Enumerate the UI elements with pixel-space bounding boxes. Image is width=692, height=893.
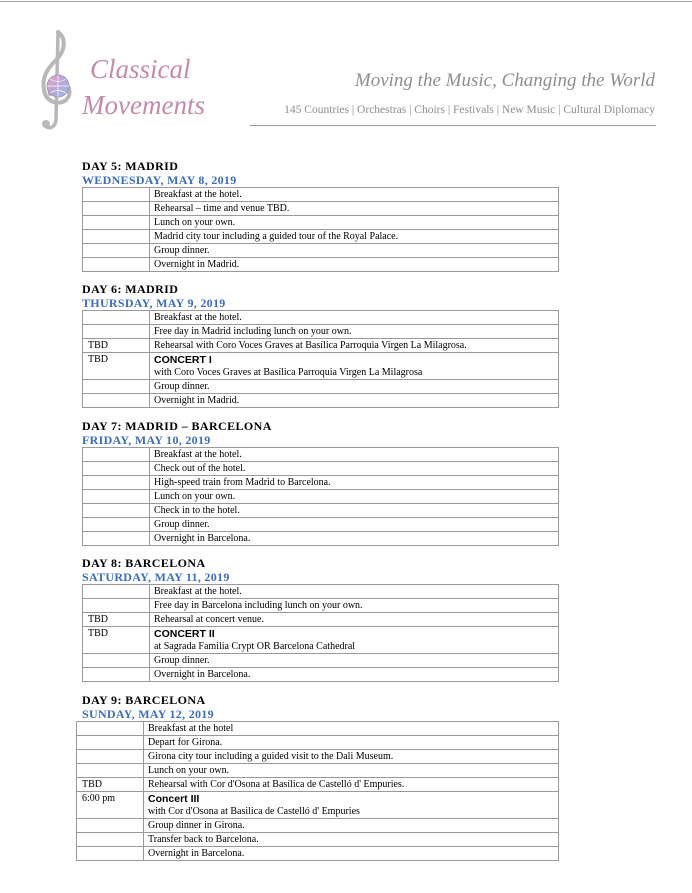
concert-title: CONCERT I: [154, 354, 212, 366]
activity-cell: Depart for Girona.: [144, 736, 559, 750]
activity-cell: Lunch on your own.: [150, 216, 559, 230]
day-date: WEDNESDAY, MAY 8, 2019: [82, 173, 237, 187]
activity-cell: Group dinner.: [150, 518, 559, 532]
table-row: [83, 339, 559, 353]
schedule-table: [82, 584, 559, 682]
time-cell: [83, 462, 150, 476]
table-row: [77, 778, 559, 792]
activity-cell: [150, 353, 559, 380]
table-row: [83, 654, 559, 668]
time-cell: [83, 599, 150, 613]
activity-cell: Group dinner.: [150, 654, 559, 668]
activity-cell: Breakfast at the hotel.: [150, 188, 559, 202]
day-section: [82, 556, 559, 682]
time-cell: [83, 394, 150, 408]
activity-cell: Rehearsal at concert venue.: [150, 613, 559, 627]
activity-cell: Girona city tour including a guided visit to the Dali Museum.: [144, 750, 559, 764]
time-cell: [83, 325, 150, 339]
letterhead: [0, 0, 692, 140]
day-title: DAY 5: MADRID: [82, 159, 179, 173]
concert-row: [77, 792, 559, 819]
schedule-table: [76, 721, 559, 861]
table-row: [83, 490, 559, 504]
activity-cell: Madrid city tour including a guided tour of the Royal Palace.: [150, 230, 559, 244]
activity-cell: [150, 627, 559, 654]
day-title: DAY 6: MADRID: [82, 282, 179, 296]
activity-cell: Rehearsal with Cor d'Osona at Basílica de Castelló d' Empuries.: [144, 778, 559, 792]
day-section: [82, 282, 559, 408]
activity-cell: Overnight in Barcelona.: [144, 847, 559, 861]
time-cell: [83, 202, 150, 216]
brand-name-line1: Classical: [90, 54, 191, 84]
activity-cell: Group dinner.: [150, 244, 559, 258]
table-row: [83, 532, 559, 546]
day-section: [76, 693, 559, 861]
activity-cell: Breakfast at the hotel.: [150, 311, 559, 325]
header-divider: [250, 125, 656, 126]
table-row: [77, 736, 559, 750]
table-row: [83, 462, 559, 476]
day-title: DAY 8: BARCELONA: [82, 556, 206, 570]
activity-cell: Lunch on your own.: [144, 764, 559, 778]
table-row: [83, 188, 559, 202]
services-line: 145 Countries | Orchestras | Choirs | Festivals | New Music | Cultural Diplomacy: [284, 104, 655, 116]
time-cell: [83, 380, 150, 394]
concert-row: [83, 353, 559, 380]
day-section: [82, 159, 559, 272]
activity-cell: Check out of the hotel.: [150, 462, 559, 476]
activity-cell: Breakfast at the hotel.: [150, 585, 559, 599]
activity-cell: Check in to the hotel.: [150, 504, 559, 518]
day-date: SUNDAY, MAY 12, 2019: [82, 707, 214, 721]
time-cell: [83, 490, 150, 504]
time-cell: [83, 230, 150, 244]
table-row: [83, 476, 559, 490]
concert-detail: at Sagrada Familia Crypt OR Barcelona Cathedral: [154, 641, 356, 652]
activity-cell: Lunch on your own.: [150, 490, 559, 504]
time-cell: [83, 188, 150, 202]
time-cell: [83, 668, 150, 682]
activity-cell: Overnight in Madrid.: [150, 258, 559, 272]
day-date: FRIDAY, MAY 10, 2019: [82, 433, 211, 447]
treble-clef-globe-logo-icon: [36, 28, 76, 132]
table-row: [83, 244, 559, 258]
table-row: [83, 216, 559, 230]
time-cell: [83, 216, 150, 230]
table-row: [83, 448, 559, 462]
time-cell: [83, 476, 150, 490]
activity-cell: Breakfast at the hotel: [144, 722, 559, 736]
time-cell: [83, 504, 150, 518]
table-row: [83, 380, 559, 394]
schedule-table: [82, 447, 559, 546]
time-cell: [77, 750, 144, 764]
time-cell: [83, 311, 150, 325]
concert-title: Concert III: [148, 793, 200, 805]
tagline: Moving the Music, Changing the World: [354, 70, 655, 91]
table-row: [83, 599, 559, 613]
table-row: [83, 311, 559, 325]
time-cell: [83, 532, 150, 546]
day-date: SATURDAY, MAY 11, 2019: [82, 570, 230, 584]
activity-cell: Rehearsal with Coro Voces Graves at Basílica Parroquia Virgen La Milagrosa.: [150, 339, 559, 353]
table-row: [83, 394, 559, 408]
table-row: [83, 585, 559, 599]
time-cell: [77, 833, 144, 847]
table-row: [77, 833, 559, 847]
table-row: [83, 202, 559, 216]
day-section: [82, 419, 559, 546]
table-row: [77, 722, 559, 736]
table-row: [77, 847, 559, 861]
brand-name-line2: Movements: [82, 90, 205, 120]
time-cell: 6:00 pm: [77, 792, 144, 819]
table-row: [77, 750, 559, 764]
time-cell: TBD: [83, 353, 150, 380]
time-cell: [83, 448, 150, 462]
time-cell: TBD: [83, 339, 150, 353]
time-cell: [83, 585, 150, 599]
table-row: [77, 819, 559, 833]
concert-detail: with Cor d'Osona at Basilica de Castelló d' Empuries: [148, 806, 360, 817]
time-cell: TBD: [83, 613, 150, 627]
activity-cell: Overnight in Barcelona.: [150, 668, 559, 682]
activity-cell: Group dinner.: [150, 380, 559, 394]
time-cell: [83, 258, 150, 272]
time-cell: TBD: [83, 627, 150, 654]
table-row: [77, 764, 559, 778]
activity-cell: [144, 792, 559, 819]
activity-cell: Overnight in Barcelona.: [150, 532, 559, 546]
concert-title: CONCERT II: [154, 628, 215, 640]
table-row: [83, 325, 559, 339]
concert-row: [83, 627, 559, 654]
concert-detail: with Coro Voces Graves at Basílica Parroquia Virgen La Milagrosa: [154, 367, 423, 378]
activity-cell: Overnight in Madrid.: [150, 394, 559, 408]
time-cell: TBD: [77, 778, 144, 792]
table-row: [83, 230, 559, 244]
table-row: [83, 668, 559, 682]
activity-cell: Group dinner in Girona.: [144, 819, 559, 833]
day-title: DAY 7: MADRID – BARCELONA: [82, 419, 272, 433]
table-row: [83, 518, 559, 532]
time-cell: [77, 764, 144, 778]
time-cell: [83, 518, 150, 532]
time-cell: [77, 819, 144, 833]
schedule-table: [82, 187, 559, 272]
schedule-table: [82, 310, 559, 408]
time-cell: [83, 244, 150, 258]
day-title: DAY 9: BARCELONA: [82, 693, 206, 707]
table-row: [83, 258, 559, 272]
day-date: THURSDAY, MAY 9, 2019: [82, 296, 226, 310]
table-row: [83, 504, 559, 518]
activity-cell: Free day in Barcelona including lunch on your own.: [150, 599, 559, 613]
table-row: [83, 613, 559, 627]
time-cell: [77, 736, 144, 750]
activity-cell: Breakfast at the hotel.: [150, 448, 559, 462]
activity-cell: Rehearsal – time and venue TBD.: [150, 202, 559, 216]
time-cell: [77, 847, 144, 861]
activity-cell: High-speed train from Madrid to Barcelona.: [150, 476, 559, 490]
time-cell: [83, 654, 150, 668]
activity-cell: Free day in Madrid including lunch on your own.: [150, 325, 559, 339]
activity-cell: Transfer back to Barcelona.: [144, 833, 559, 847]
time-cell: [77, 722, 144, 736]
